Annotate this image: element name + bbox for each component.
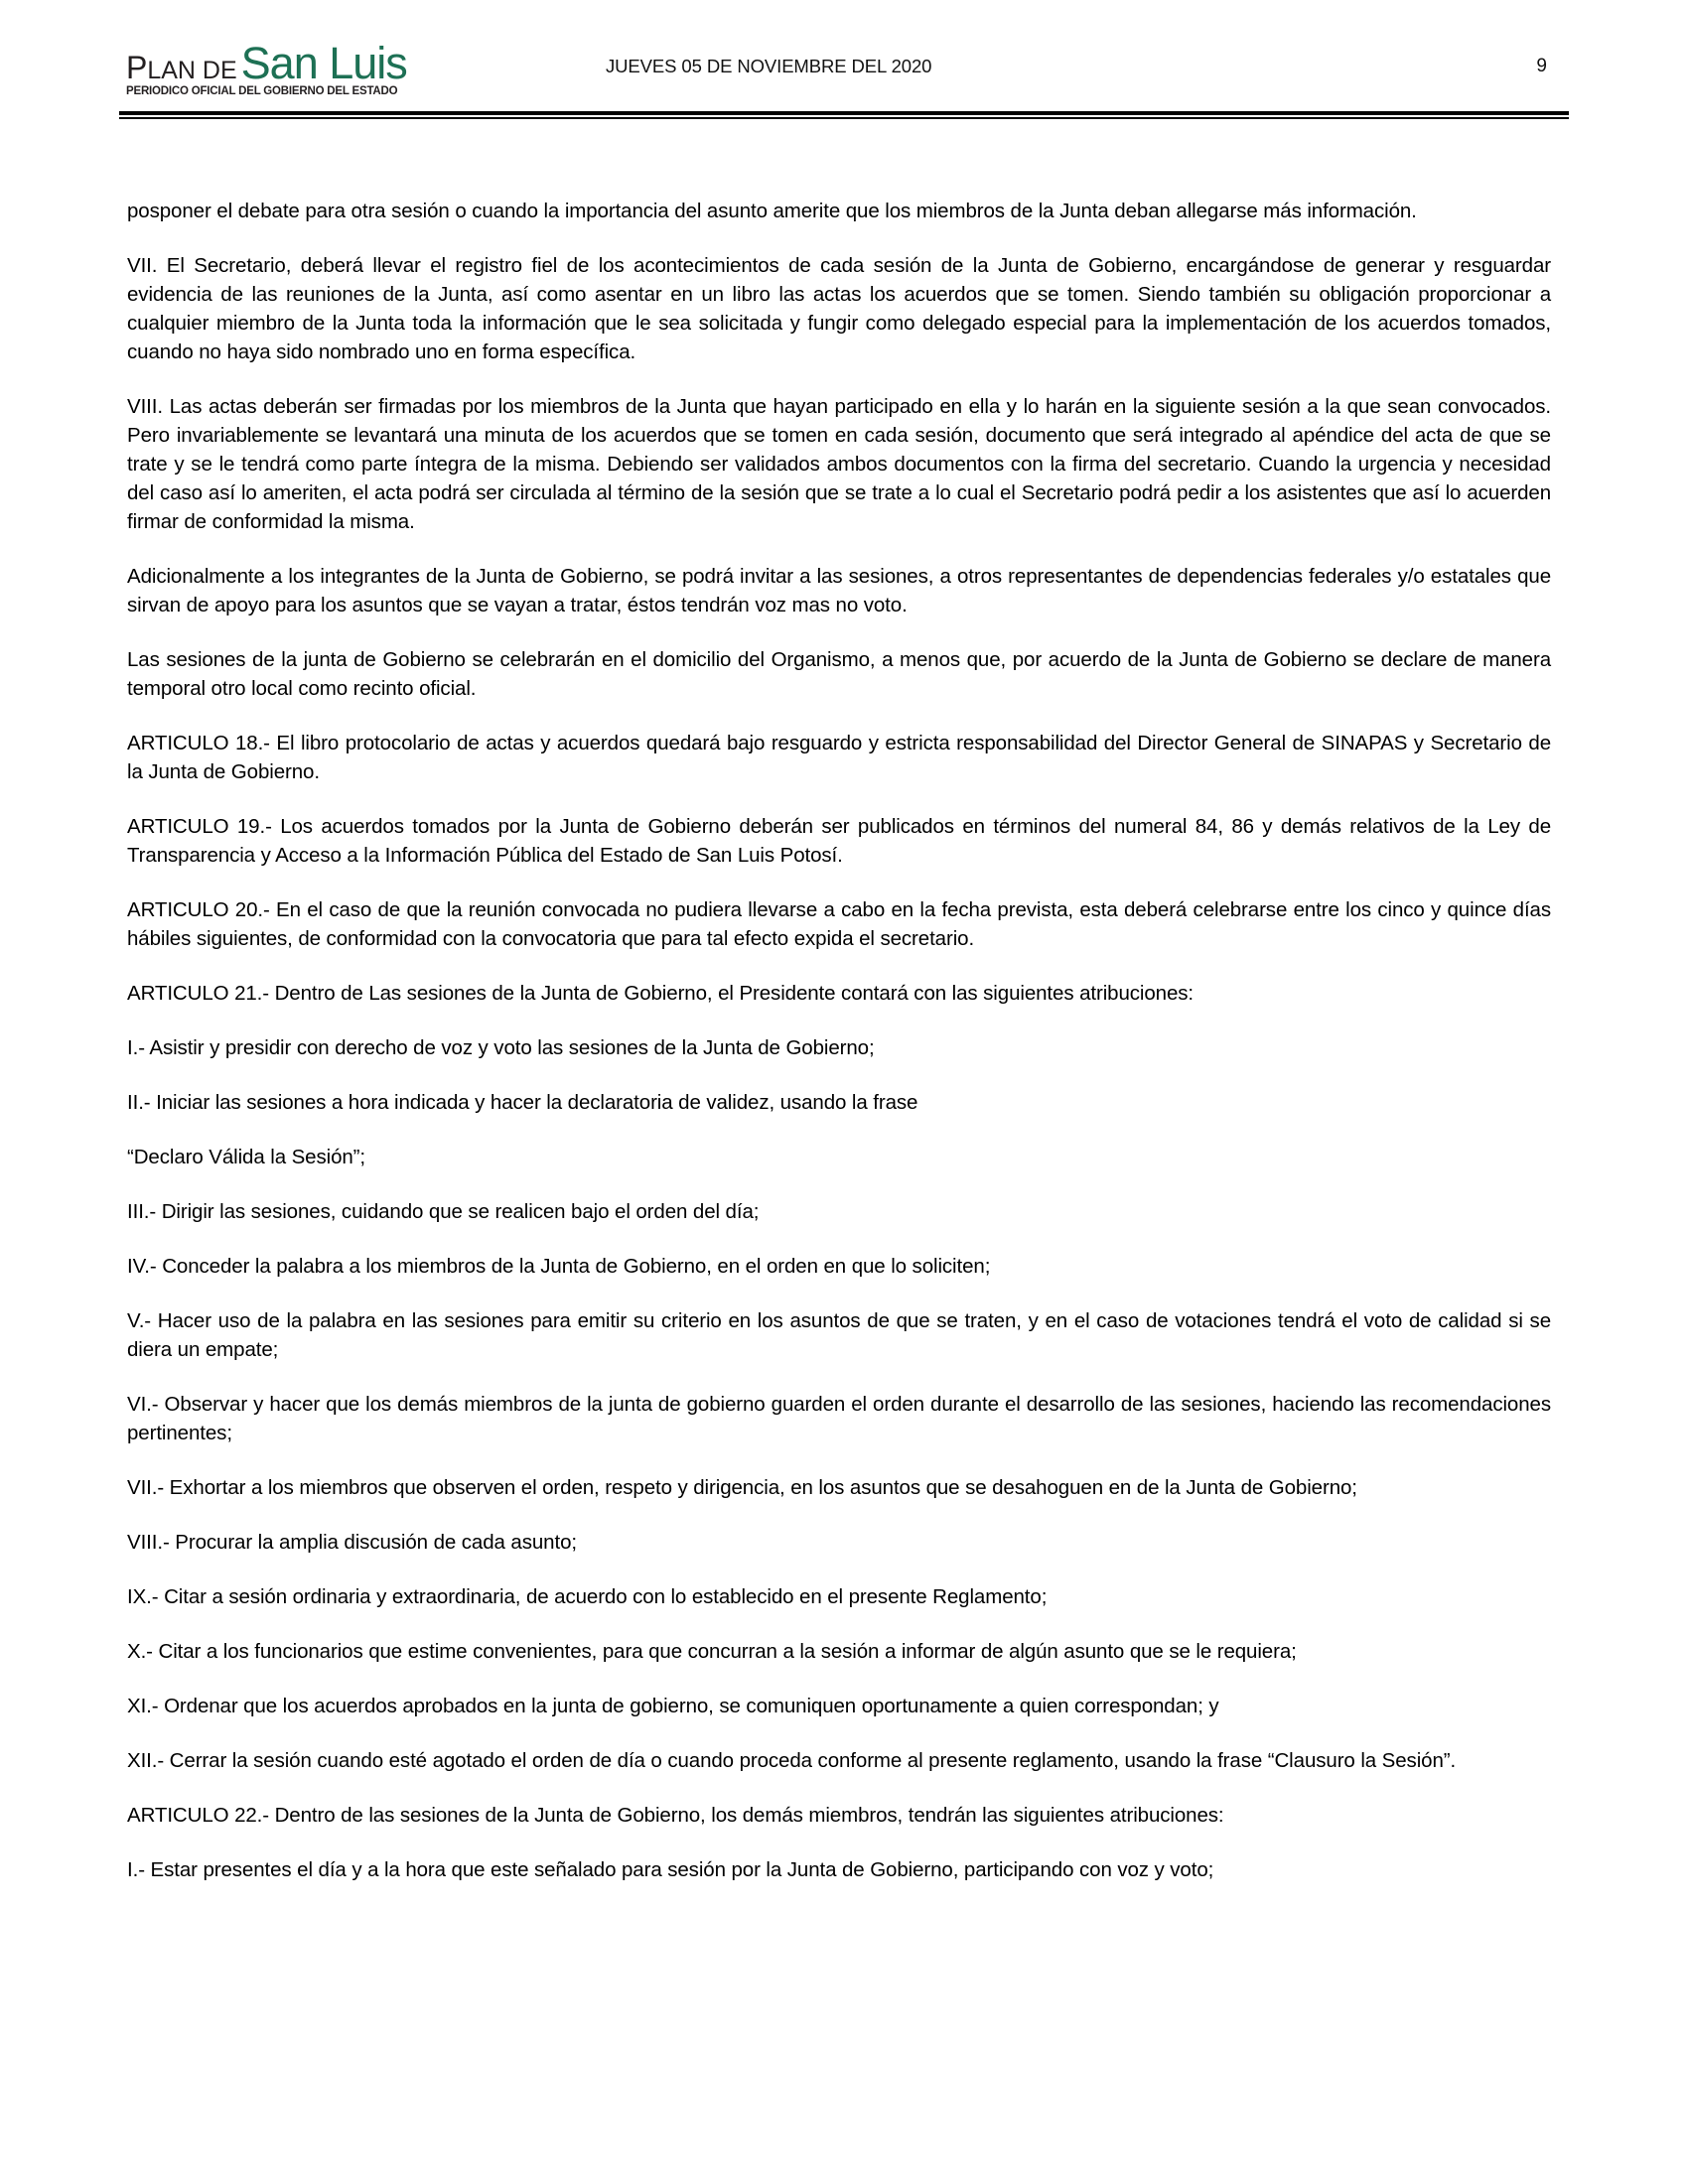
body-paragraph: ARTICULO 19.- Los acuerdos tomados por la Junta de Gobierno deberán ser publicados en términos del numeral 84, 86 y demás relativos de la Ley de Transparencia y Acceso a la Información Pública del Estado de San Luis Potosí. [127,815,1551,867]
body-paragraph: VII.- Exhortar a los miembros que observen el orden, respeto y dirigencia, en los asuntos que se desahoguen en de la Junta de Gobierno; [127,1476,1357,1499]
logo-plan-initial: P [126,49,148,85]
body-paragraph: ARTICULO 20.- En el caso de que la reunión convocada no pudiera llevarse a cabo en la fecha prevista, esta deberá celebrarse entre los cinco y quince días hábiles siguientes, de conformidad con la convocatoria que para tal efecto expida el secretario. [127,898,1551,950]
body-paragraph: II.- Iniciar las sesiones a hora indicada y hacer la declaratoria de validez, usando la frase [127,1091,918,1114]
body-paragraph: VIII. Las actas deberán ser firmadas por los miembros de la Junta que hayan participado en ella y lo harán en la siguiente sesión a la que sean convocados. Pero invariablemente se levantará una minuta de los acuerdos que se tomen en cada sesión, documento que será integrado al apéndice del acta de que se trate y se le tendrá como parte íntegra de la misma. Debiendo ser validados ambos documentos con la firma del secretario. Cuando la urgencia y necesidad del caso así lo ameriten, el acta podrá ser circulada al término de la sesión que se trate a lo cual el Secretario podrá pedir a los asistentes que así lo acuerden firmar de conformidad la misma. [127,395,1551,533]
body-paragraph: XI.- Ordenar que los acuerdos aprobados en la junta de gobierno, se comuniquen oportunamente a quien correspondan; y [127,1695,1219,1717]
body-paragraph: Adicionalmente a los integrantes de la Junta de Gobierno, se podrá invitar a las sesiones, a otros representantes de dependencias federales y/o estatales que sirvan de apoyo para los asuntos que se vayan a tratar, éstos tendrán voz mas no voto. [127,565,1551,616]
body-paragraph: I.- Asistir y presidir con derecho de voz y voto las sesiones de la Junta de Gobierno; [127,1036,875,1059]
body-paragraph: posponer el debate para otra sesión o cuando la importancia del asunto amerite que los miembros de la Junta deban allegarse más información. [127,200,1417,222]
body-paragraph: IV.- Conceder la palabra a los miembros de la Junta de Gobierno, en el orden en que lo soliciten; [127,1255,991,1278]
page-header [0,0,1688,119]
header-divider [119,111,1569,119]
logo-title [126,37,474,88]
document-body [127,197,1551,1884]
publication-logo [126,37,474,98]
body-paragraph: I.- Estar presentes el día y a la hora que este señalado para sesión por la Junta de Gobierno, participando con voz y voto; [127,1858,1214,1881]
body-paragraph: IX.- Citar a sesión ordinaria y extraordinaria, de acuerdo con lo establecido en el presente Reglamento; [127,1585,1048,1608]
body-paragraph: ARTICULO 18.- El libro protocolario de actas y acuerdos quedará bajo resguardo y estricta responsabilidad del Director General de SINAPAS y Secretario de la Junta de Gobierno. [127,732,1551,783]
logo-plan-rest: LAN DE [147,56,237,84]
header-date: JUEVES 05 DE NOVIEMBRE DEL 2020 [606,56,932,76]
logo-plan-de [126,49,237,85]
body-paragraph: VIII.- Procurar la amplia discusión de cada asunto; [127,1531,577,1554]
body-paragraph: V.- Hacer uso de la palabra en las sesiones para emitir su criterio en los asuntos de que se traten, y en el caso de votaciones tendrá el voto de calidad si se diera un empate; [127,1309,1551,1361]
body-paragraph: ARTICULO 21.- Dentro de Las sesiones de la Junta de Gobierno, el Presidente contará con las siguientes atribuciones: [127,982,1195,1005]
body-paragraph: XII.- Cerrar la sesión cuando esté agotado el orden de día o cuando proceda conforme al presente reglamento, usando la frase “Clausuro la Sesión”. [127,1749,1457,1772]
body-paragraph: ARTICULO 22.- Dentro de las sesiones de la Junta de Gobierno, los demás miembros, tendrán las siguientes atribuciones: [127,1804,1224,1827]
logo-brand-sanluis: San Luis [240,37,407,88]
logo-subtitle: PERIODICO OFICIAL DEL GOBIERNO DEL ESTADO [126,84,398,97]
page-number: 9 [1536,56,1547,76]
body-paragraph: VI.- Observar y hacer que los demás miembros de la junta de gobierno guarden el orden durante el desarrollo de las sesiones, haciendo las recomendaciones pertinentes; [127,1393,1551,1444]
body-paragraph: Las sesiones de la junta de Gobierno se celebrarán en el domicilio del Organismo, a menos que, por acuerdo de la Junta de Gobierno se declare de manera temporal otro local como recinto oficial. [127,648,1551,700]
body-paragraph: “Declaro Válida la Sesión”; [127,1146,365,1168]
body-paragraph: VII. El Secretario, deberá llevar el registro fiel de los acontecimientos de cada sesión de la Junta de Gobierno, encargándose de generar y resguardar evidencia de las reuniones de la Junta, así como asentar en un libro las actas los acuerdos que se tomen. Siendo también su obligación proporcionar a cualquier miembro de la Junta toda la información que le sea solicitada y fungir como delegado especial para la implementación de los acuerdos tomados, cuando no haya sido nombrado uno en forma específica. [127,254,1551,363]
body-paragraph: III.- Dirigir las sesiones, cuidando que se realicen bajo el orden del día; [127,1200,760,1223]
body-paragraph: X.- Citar a los funcionarios que estime convenientes, para que concurran a la sesión a informar de algún asunto que se le requiera; [127,1640,1297,1663]
header-divider-thin [119,117,1569,119]
